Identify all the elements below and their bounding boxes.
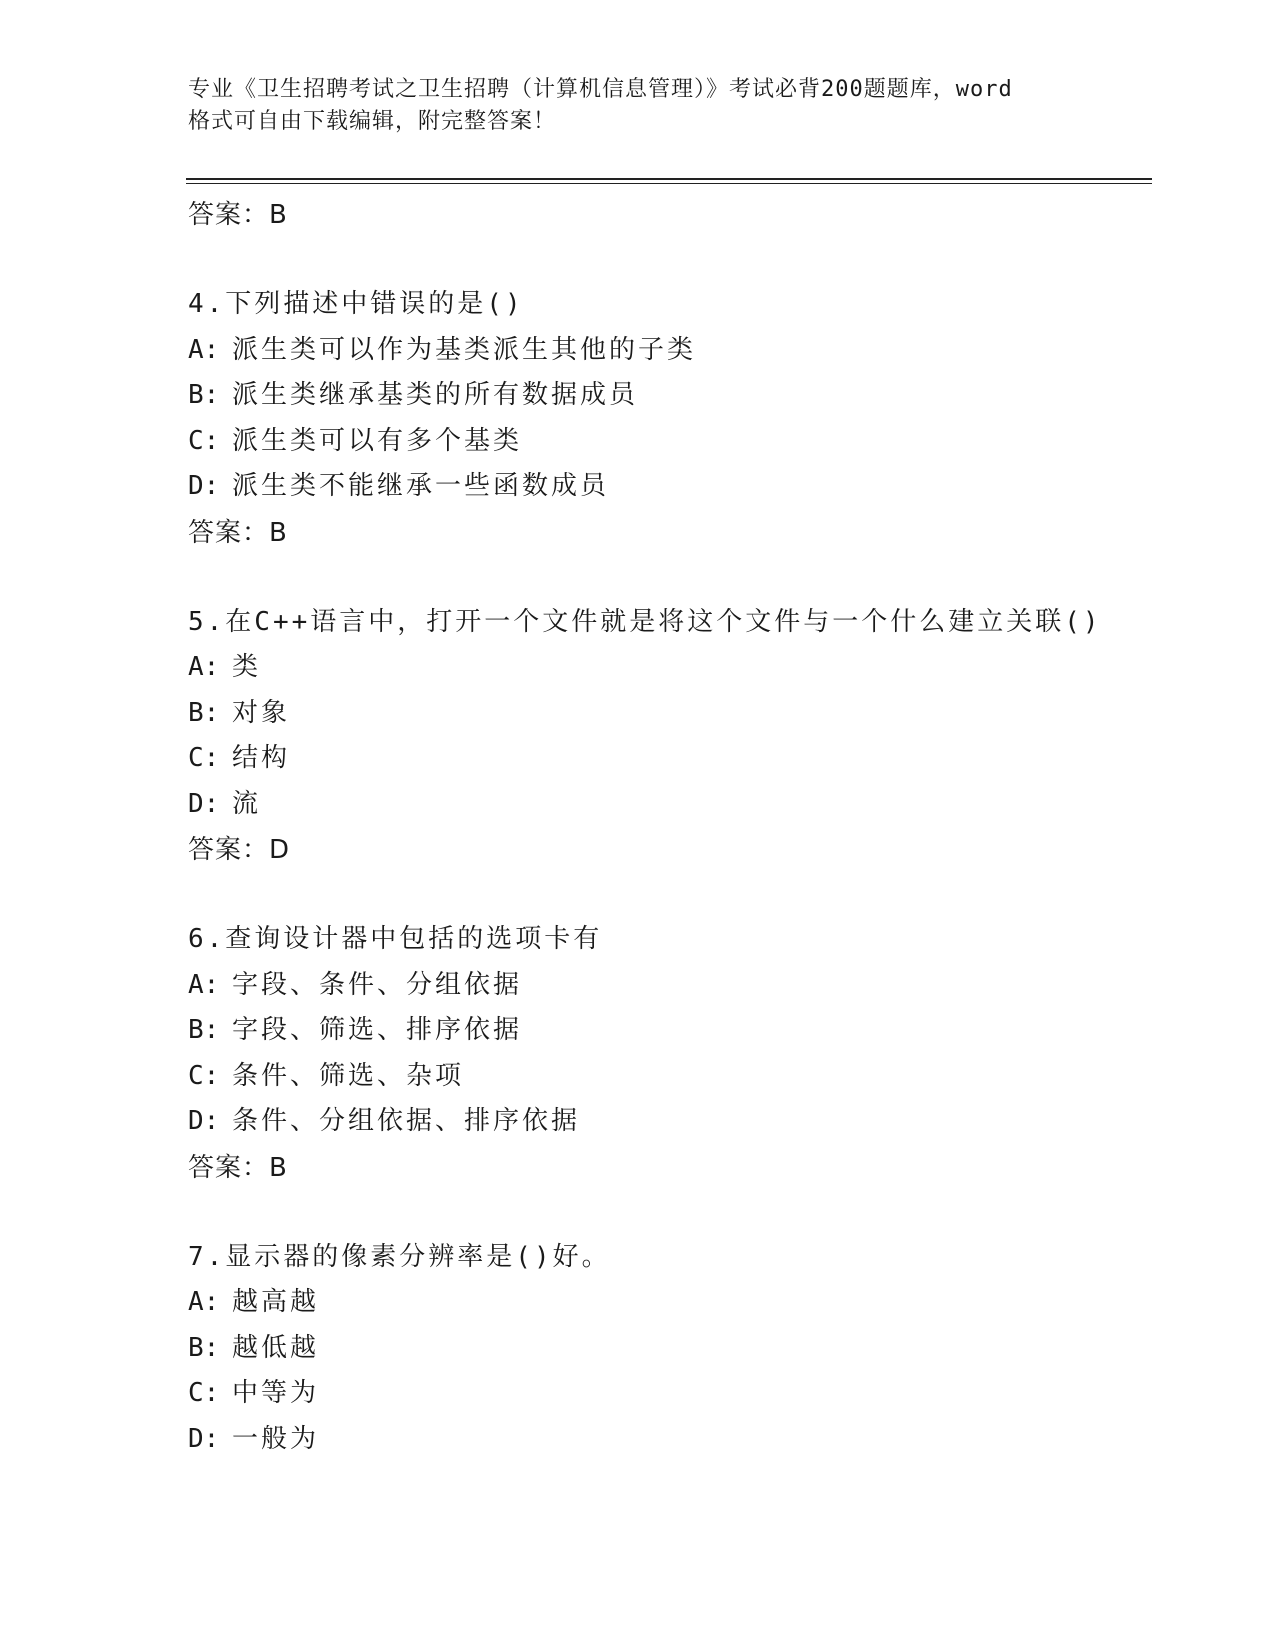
header-divider-thick xyxy=(186,178,1152,180)
document-header xyxy=(188,74,1088,138)
option-b xyxy=(188,373,1148,419)
option-text: 类 xyxy=(232,652,262,682)
option-text: 条件、筛选、杂项 xyxy=(232,1060,465,1091)
option-text: 字段、筛选、排序依据 xyxy=(232,1015,523,1045)
option-letter: C: xyxy=(188,1378,220,1408)
option-letter: C: xyxy=(188,1060,220,1091)
option-text: 一般为 xyxy=(232,1423,320,1454)
question-block xyxy=(188,282,1148,556)
header-divider-thin xyxy=(186,183,1152,184)
option-c xyxy=(188,1054,1148,1100)
option-b xyxy=(188,691,1148,737)
option-letter: A: xyxy=(188,334,220,365)
option-letter: D: xyxy=(188,1106,220,1136)
option-text: 字段、条件、分组依据 xyxy=(232,969,523,1000)
question-text: 5.在C++语言中，打开一个文件就是将这个文件与一个什么建立关联() xyxy=(188,606,1102,637)
option-text: 派生类不能继承一些函数成员 xyxy=(232,471,610,501)
option-text: 派生类继承基类的所有数据成员 xyxy=(232,380,639,410)
question-text: 7.显示器的像素分辨率是()好。 xyxy=(188,1241,611,1272)
option-d xyxy=(188,464,1148,510)
answer-line: 答案：B xyxy=(188,200,288,230)
option-c xyxy=(188,419,1148,465)
option-a xyxy=(188,645,1148,691)
answer-line: 答案：D xyxy=(188,835,291,865)
option-letter: B: xyxy=(188,1332,220,1363)
option-text: 越高越 xyxy=(232,1287,320,1317)
question-block xyxy=(188,917,1148,1191)
question-text: 4.下列描述中错误的是() xyxy=(188,289,524,319)
option-a xyxy=(188,963,1148,1009)
option-letter: A: xyxy=(188,1287,220,1317)
option-letter: B: xyxy=(188,697,220,728)
option-c xyxy=(188,1371,1148,1417)
option-b xyxy=(188,1326,1148,1372)
answer-line: 答案：B xyxy=(188,517,288,548)
header-line-2: 格式可自由下载编辑，附完整答案！ xyxy=(188,109,557,134)
option-text: 越低越 xyxy=(232,1332,320,1363)
option-letter: A: xyxy=(188,969,220,1000)
option-d xyxy=(188,1417,1148,1463)
option-letter: C: xyxy=(188,743,220,773)
question-list xyxy=(188,192,1148,1462)
option-letter: D: xyxy=(188,788,220,819)
option-letter: A: xyxy=(188,652,220,682)
option-text: 结构 xyxy=(232,743,291,773)
option-d xyxy=(188,782,1148,828)
option-letter: D: xyxy=(188,471,220,501)
option-letter: C: xyxy=(188,425,220,456)
option-text: 派生类可以作为基类派生其他的子类 xyxy=(232,334,697,365)
option-d xyxy=(188,1099,1148,1145)
question-block xyxy=(188,600,1148,874)
option-text: 流 xyxy=(232,788,262,819)
option-letter: B: xyxy=(188,1015,220,1045)
answer-line: 答案：B xyxy=(188,1152,288,1183)
option-c xyxy=(188,736,1148,782)
option-letter: D: xyxy=(188,1423,220,1454)
option-a xyxy=(188,1280,1148,1326)
question-text: 6.查询设计器中包括的选项卡有 xyxy=(188,924,603,954)
option-b xyxy=(188,1008,1148,1054)
option-letter: B: xyxy=(188,380,220,410)
option-text: 中等为 xyxy=(232,1378,320,1408)
question-block xyxy=(188,1235,1148,1463)
option-text: 派生类可以有多个基类 xyxy=(232,425,523,456)
option-a xyxy=(188,328,1148,374)
header-line-1: 专业《卫生招聘考试之卫生招聘（计算机信息管理）》考试必背200题题库，word xyxy=(188,77,1013,102)
option-text: 条件、分组依据、排序依据 xyxy=(232,1106,581,1136)
option-text: 对象 xyxy=(232,697,291,728)
